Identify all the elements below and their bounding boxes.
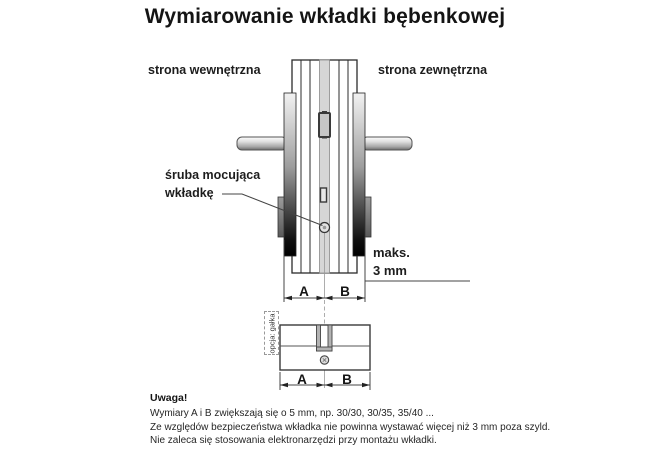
fixing-screw	[320, 223, 330, 233]
dim-a-lower: A	[297, 372, 307, 387]
rosette-left	[278, 197, 284, 237]
label-max-line1: maks.	[373, 245, 410, 260]
escutcheon-right	[353, 93, 365, 256]
note-block	[150, 392, 610, 448]
spindle-rod-right	[362, 137, 412, 150]
dim-b-lower: B	[342, 372, 352, 387]
label-fixing-screw-line2: wkładkę	[165, 186, 214, 200]
cylinder-profile	[280, 325, 370, 370]
knob-option-label: opcja: gałka	[267, 312, 276, 354]
cam-slot	[319, 111, 330, 139]
dim-b-upper: B	[340, 284, 350, 299]
label-max-line2: 3 mm	[373, 263, 407, 278]
rosette-right	[365, 197, 371, 237]
page-title: Wymiarowanie wkładki bębenkowej	[144, 5, 506, 28]
note-line-1: Wymiary A i B zwiększają się o 5 mm, np. 30/30, 30/35, 35/40 ...	[150, 408, 434, 419]
dim-a-upper: A	[299, 284, 309, 299]
note-line-3: Nie zaleca się stosowania elektronarzędzi przy montażu wkładki.	[150, 435, 437, 446]
label-fixing-screw-line1: śruba mocująca	[165, 168, 261, 182]
label-outer-side: strona zewnętrzna	[378, 63, 488, 77]
escutcheon-left	[284, 93, 296, 256]
label-inner-side: strona wewnętrzna	[148, 63, 261, 77]
spindle-rod-left	[237, 137, 287, 150]
knob-option-box	[264, 311, 279, 355]
screw-hole	[320, 356, 328, 364]
keyway-slot	[321, 188, 327, 202]
note-line-2: Ze względów bezpieczeństwa wkładka nie powinna wystawać więcej niż 3 mm poza szyld.	[150, 421, 551, 433]
note-heading: Uwaga!	[150, 392, 188, 404]
